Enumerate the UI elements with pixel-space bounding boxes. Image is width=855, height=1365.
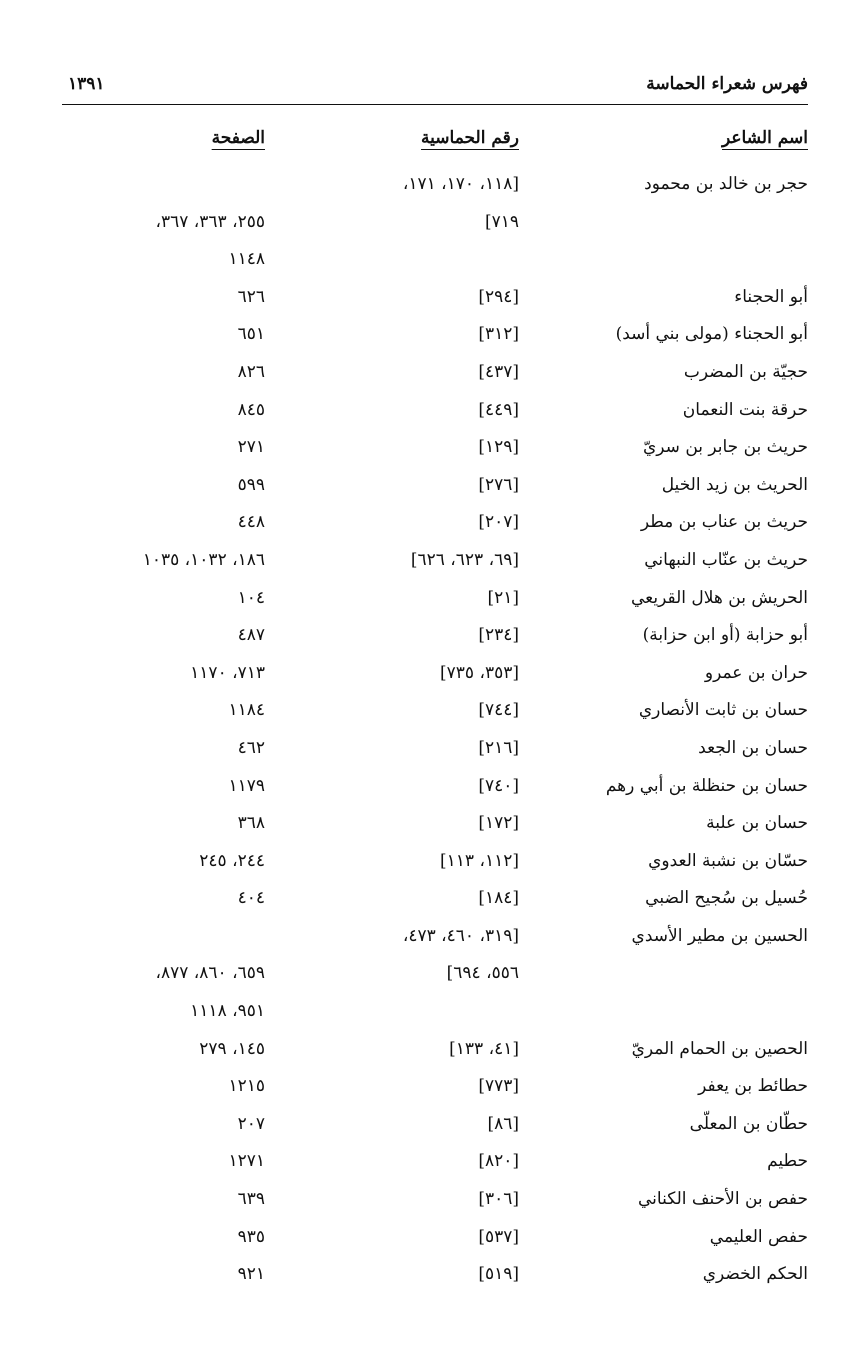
table-row xyxy=(0,358,855,396)
page-numbers: ٦٥١ xyxy=(237,324,265,345)
table-row xyxy=(0,884,855,922)
page-numbers: ١٨٦، ١٠٣٢، ١٠٣٥ xyxy=(142,549,265,570)
hamasa-number: [٤٣٧] xyxy=(478,361,519,382)
page-numbers: ١١٨٤ xyxy=(228,700,265,721)
table-row xyxy=(0,396,855,434)
hamasa-number: [٨٦] xyxy=(487,1113,519,1134)
page-numbers: ٤٦٢ xyxy=(237,737,265,758)
hamasa-number: [٥٣٧] xyxy=(478,1226,519,1247)
poet-name: أبو حزابة (أو ابن حزابة) xyxy=(642,625,808,646)
page-numbers: ٩٢١ xyxy=(237,1264,265,1285)
page-numbers: ٤٠٤ xyxy=(237,888,265,909)
poet-name: حران بن عمرو xyxy=(704,662,808,683)
running-head-title: فهرس شعراء الحماسة xyxy=(646,74,808,94)
hamasa-number: [٤٤٩] xyxy=(478,399,519,420)
poet-name: حسان بن ثابت الأنصاري xyxy=(638,700,808,721)
poet-name: حسّان بن نشبة العدوي xyxy=(648,850,808,871)
hamasa-number: [٨٢٠] xyxy=(478,1151,519,1172)
table-row xyxy=(0,997,855,1035)
hamasa-number: ٧١٩] xyxy=(484,211,519,232)
table-row xyxy=(0,508,855,546)
poet-name: حسان بن علبة xyxy=(706,813,808,834)
page-numbers: ٦٥٩، ٨٦٠، ٨٧٧، xyxy=(155,963,265,984)
poet-name: حفص بن الأحنف الكناني xyxy=(638,1189,808,1210)
poet-name: حفص العليمي xyxy=(709,1226,808,1247)
column-header-hamasa-number: رقم الحماسية xyxy=(421,128,519,148)
table-row xyxy=(0,208,855,246)
table-row xyxy=(0,1260,855,1298)
poet-name: أبو الحجناء (مولى بني أسد) xyxy=(615,324,808,345)
hamasa-number: [٣١٢] xyxy=(478,324,519,345)
table-row xyxy=(0,696,855,734)
table-row xyxy=(0,621,855,659)
page-numbers: ٩٥١، ١١١٨ xyxy=(190,1001,265,1022)
poet-name: حسان بن الجعد xyxy=(698,737,808,758)
hamasa-number: [٢٣٤] xyxy=(478,625,519,646)
page-numbers: ١٢٧١ xyxy=(228,1151,265,1172)
hamasa-number: [١٨٤] xyxy=(478,888,519,909)
table-row xyxy=(0,809,855,847)
table-row xyxy=(0,170,855,208)
page-numbers: ٤٤٨ xyxy=(237,512,265,533)
page-number: ١٣٩١ xyxy=(68,74,105,94)
table-row xyxy=(0,320,855,358)
page-numbers: ٧١٣، ١١٧٠ xyxy=(190,662,265,683)
poet-name: حطيم xyxy=(767,1151,808,1172)
table-row xyxy=(0,772,855,810)
hamasa-number: [٢٠٧] xyxy=(478,512,519,533)
page-numbers: ٣٦٨ xyxy=(237,813,265,834)
poet-name: حسان بن حنظلة بن أبي رهم xyxy=(605,775,808,796)
table-row xyxy=(0,1223,855,1261)
table-row xyxy=(0,1072,855,1110)
hamasa-number: [٥١٩] xyxy=(478,1264,519,1285)
table-row xyxy=(0,1110,855,1148)
hamasa-number: [٢٧٦] xyxy=(478,474,519,495)
table-row xyxy=(0,847,855,885)
table-row xyxy=(0,1035,855,1073)
page-numbers: ٦٣٩ xyxy=(237,1189,265,1210)
hamasa-number: [٦٩، ٦٢٣، ٦٢٦] xyxy=(410,549,519,570)
page-numbers: ٨٢٦ xyxy=(237,361,265,382)
table-row xyxy=(0,959,855,997)
poet-name: الحريش بن هلال القريعي xyxy=(631,587,808,608)
page-numbers: ٨٤٥ xyxy=(237,399,265,420)
table-row xyxy=(0,433,855,471)
page-numbers: ٢٤٤، ٢٤٥ xyxy=(199,850,265,871)
page-numbers: ٩٣٥ xyxy=(237,1226,265,1247)
poet-name: حريث بن عنّاب النبهاني xyxy=(644,549,808,570)
page-numbers: ٤٨٧ xyxy=(237,625,265,646)
hamasa-number: [٢٩٤] xyxy=(478,286,519,307)
hamasa-number: [٣٥٣، ٧٣٥] xyxy=(440,662,519,683)
index-table xyxy=(0,170,855,1298)
poet-name: حريث بن جابر بن سريّ xyxy=(642,437,808,458)
hamasa-number: [١١٨، ١٧٠، ١٧١، xyxy=(402,174,519,194)
page-numbers: ١١٧٩ xyxy=(228,775,265,796)
page-numbers: ٢٥٥، ٣٦٣، ٣٦٧، xyxy=(155,211,265,232)
table-row xyxy=(0,1147,855,1185)
poet-name: حجيّة بن المضرب xyxy=(683,361,808,382)
hamasa-number: [٣١٩، ٤٦٠، ٤٧٣، xyxy=(402,925,519,946)
hamasa-number: [١١٢، ١١٣] xyxy=(440,850,519,871)
page-numbers: ٢٠٧ xyxy=(237,1113,265,1134)
poet-name: حطّان بن المعلّى xyxy=(689,1113,808,1134)
hamasa-number: [١٢٩] xyxy=(478,437,519,458)
table-row xyxy=(0,659,855,697)
table-row xyxy=(0,922,855,960)
table-row xyxy=(0,546,855,584)
poet-name: حرقة بنت النعمان xyxy=(682,399,808,420)
page-numbers: ٥٩٩ xyxy=(237,474,265,495)
poet-name: الحريث بن زيد الخيل xyxy=(661,474,808,495)
hamasa-number: [٢١٦] xyxy=(478,737,519,758)
page-numbers: ٢٧١ xyxy=(237,437,265,458)
poet-name: حريث بن عناب بن مطر xyxy=(640,512,808,533)
poet-name: حجر بن خالد بن محمود xyxy=(644,174,808,194)
poet-name: الحصين بن الحمام المريّ xyxy=(631,1038,808,1059)
table-row xyxy=(0,584,855,622)
table-row xyxy=(0,245,855,283)
poet-name: حطائط بن يعفر xyxy=(698,1076,808,1097)
table-row xyxy=(0,471,855,509)
page-numbers: ٦٢٦ xyxy=(237,286,265,307)
poet-name: حُسيل بن سُجيح الضبي xyxy=(645,888,808,909)
page-numbers: ١٠٤ xyxy=(237,587,265,608)
poet-name: الحسين بن مطير الأسدي xyxy=(631,925,808,946)
column-header-poet: اسم الشاعر xyxy=(722,128,808,148)
page-numbers: ١٤٥، ٢٧٩ xyxy=(199,1038,265,1059)
hamasa-number: ٥٥٦، ٦٩٤] xyxy=(446,963,519,984)
poet-name: أبو الحجناء xyxy=(734,286,808,307)
hamasa-number: [٧٤٤] xyxy=(478,700,519,721)
column-header-page: الصفحة xyxy=(211,128,265,148)
table-row xyxy=(0,283,855,321)
hamasa-number: [١٧٢] xyxy=(478,813,519,834)
table-row xyxy=(0,734,855,772)
hamasa-number: [٧٤٠] xyxy=(478,775,519,796)
hamasa-number: [٤١، ١٣٣] xyxy=(449,1038,519,1059)
running-head xyxy=(62,72,808,105)
hamasa-number: [٧٧٣] xyxy=(478,1076,519,1097)
poet-name: الحكم الخضري xyxy=(702,1264,808,1285)
page-numbers: ١٢١٥ xyxy=(228,1076,265,1097)
page-numbers: ١١٤٨ xyxy=(228,249,265,270)
hamasa-number: [٣٠٦] xyxy=(478,1189,519,1210)
hamasa-number: [٢١] xyxy=(487,587,519,608)
table-row xyxy=(0,1185,855,1223)
